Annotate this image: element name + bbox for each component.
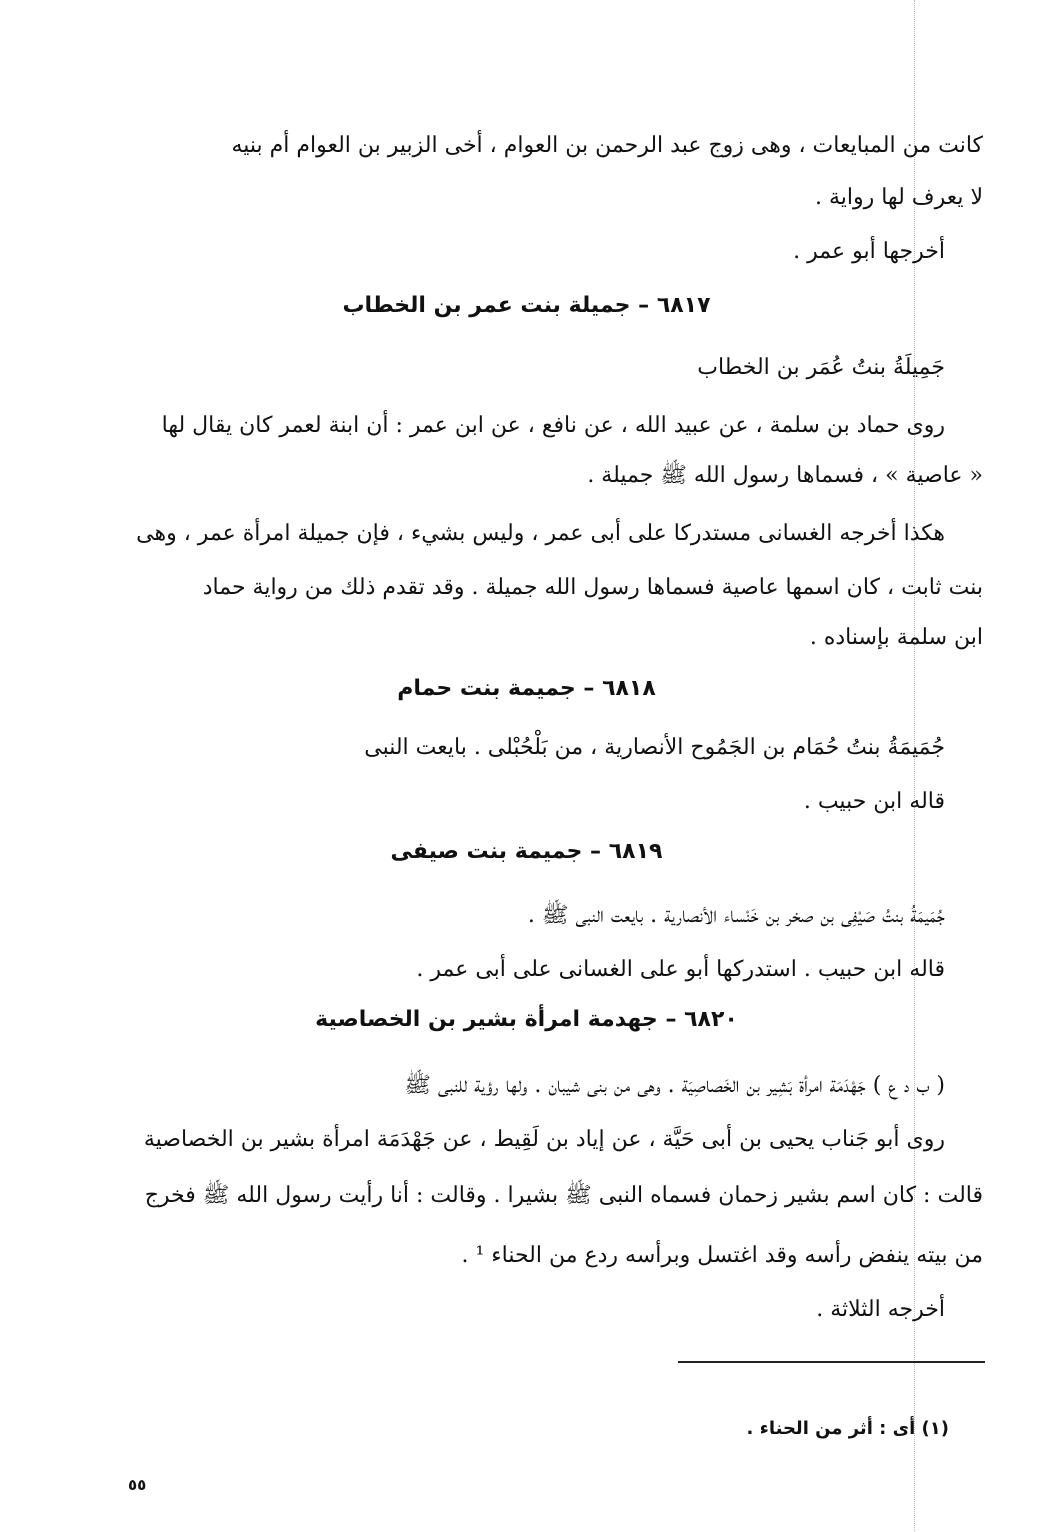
- entry-heading: ٦٨٢٠ – جهدمة امرأة بشير بن الخصاصية: [315, 1007, 738, 1032]
- entry-heading: ٦٨١٧ – جميلة بنت عمر بن الخطاب: [342, 293, 711, 318]
- body-line: قالت : كان اسم بشير زحمان فسماه النبى ﷺ بشيرا . وقالت : أنا رأيت رسول الله ﷺ فخرج: [144, 1183, 983, 1208]
- body-line: من بيته ينفض رأسه وقد اغتسل وبرأسه ردع من الحناء ¹ .: [461, 1243, 983, 1268]
- body-line: كانت من المبايعات ، وهى زوج عبد الرحمن بن العوام ، أخى الزبير بن العوام أم بنيه: [231, 133, 983, 158]
- footnote: (١) أى : أثر من الحناء .: [746, 1418, 949, 1439]
- body-line: روى حماد بن سلمة ، عن عبيد الله ، عن نافع ، عن ابن عمر : أن ابنة لعمر كان يقال لها: [161, 413, 945, 438]
- entry-heading: ٦٨١٨ – جميمة بنت حمام: [397, 676, 656, 701]
- body-line: قاله ابن حبيب . استدركها أبو على الغسانى على أبى عمر .: [416, 957, 945, 982]
- footnote-rule: [678, 1361, 985, 1363]
- body-line: بنت ثابت ، كان اسمها عاصية فسماها رسول الله جميلة . وقد تقدم ذلك من رواية حماد: [202, 575, 983, 600]
- body-line: « عاصية » ، فسماها رسول الله ﷺ جميلة .: [587, 463, 983, 488]
- entry-title-line: جَمِيلَةُ بنتُ عُمَر بن الخطاب: [697, 355, 945, 380]
- body-line: أخرجها أبو عمر .: [793, 239, 945, 264]
- entry-title-line: جُمَيمَةُ بنتُ صَيْفِى بن صخر بن خَنْساء الأنصارية . بايعت النبى ﷺ .: [527, 903, 945, 928]
- entry-title-line: جُمَيمَةُ بنتُ حُمَام بن الجَمُوح الأنصارية ، من بَلْحُبْلى . بايعت النبى: [364, 735, 945, 760]
- entry-title-line: ( ب د ع ) جَهْدَمَة امرأة بَشِير بن الخَصاصِيَة . وهى من بنى شيبان . ولها رؤية للنبى ﷺ: [404, 1073, 945, 1098]
- body-line: لا يعرف لها رواية .: [814, 185, 983, 210]
- body-line: قاله ابن حبيب .: [803, 789, 945, 814]
- body-line: ابن سلمة بإسناده .: [809, 625, 983, 650]
- body-line: أخرجه الثلاثة .: [816, 1297, 945, 1322]
- body-line: هكذا أخرجه الغسانى مستدركا على أبى عمر ، وليس بشيء ، فإن جميلة امرأة عمر ، وهى: [136, 521, 945, 546]
- page-number: ٥٥: [128, 1476, 147, 1494]
- body-line: روى أبو جَناب يحيى بن أبى حَيَّة ، عن إياد بن لَقِيط ، عن جَهْدَمَة امرأة بشير بن الخصاصية: [143, 1127, 945, 1152]
- entry-heading: ٦٨١٩ – جميمة بنت صيفى: [390, 839, 663, 864]
